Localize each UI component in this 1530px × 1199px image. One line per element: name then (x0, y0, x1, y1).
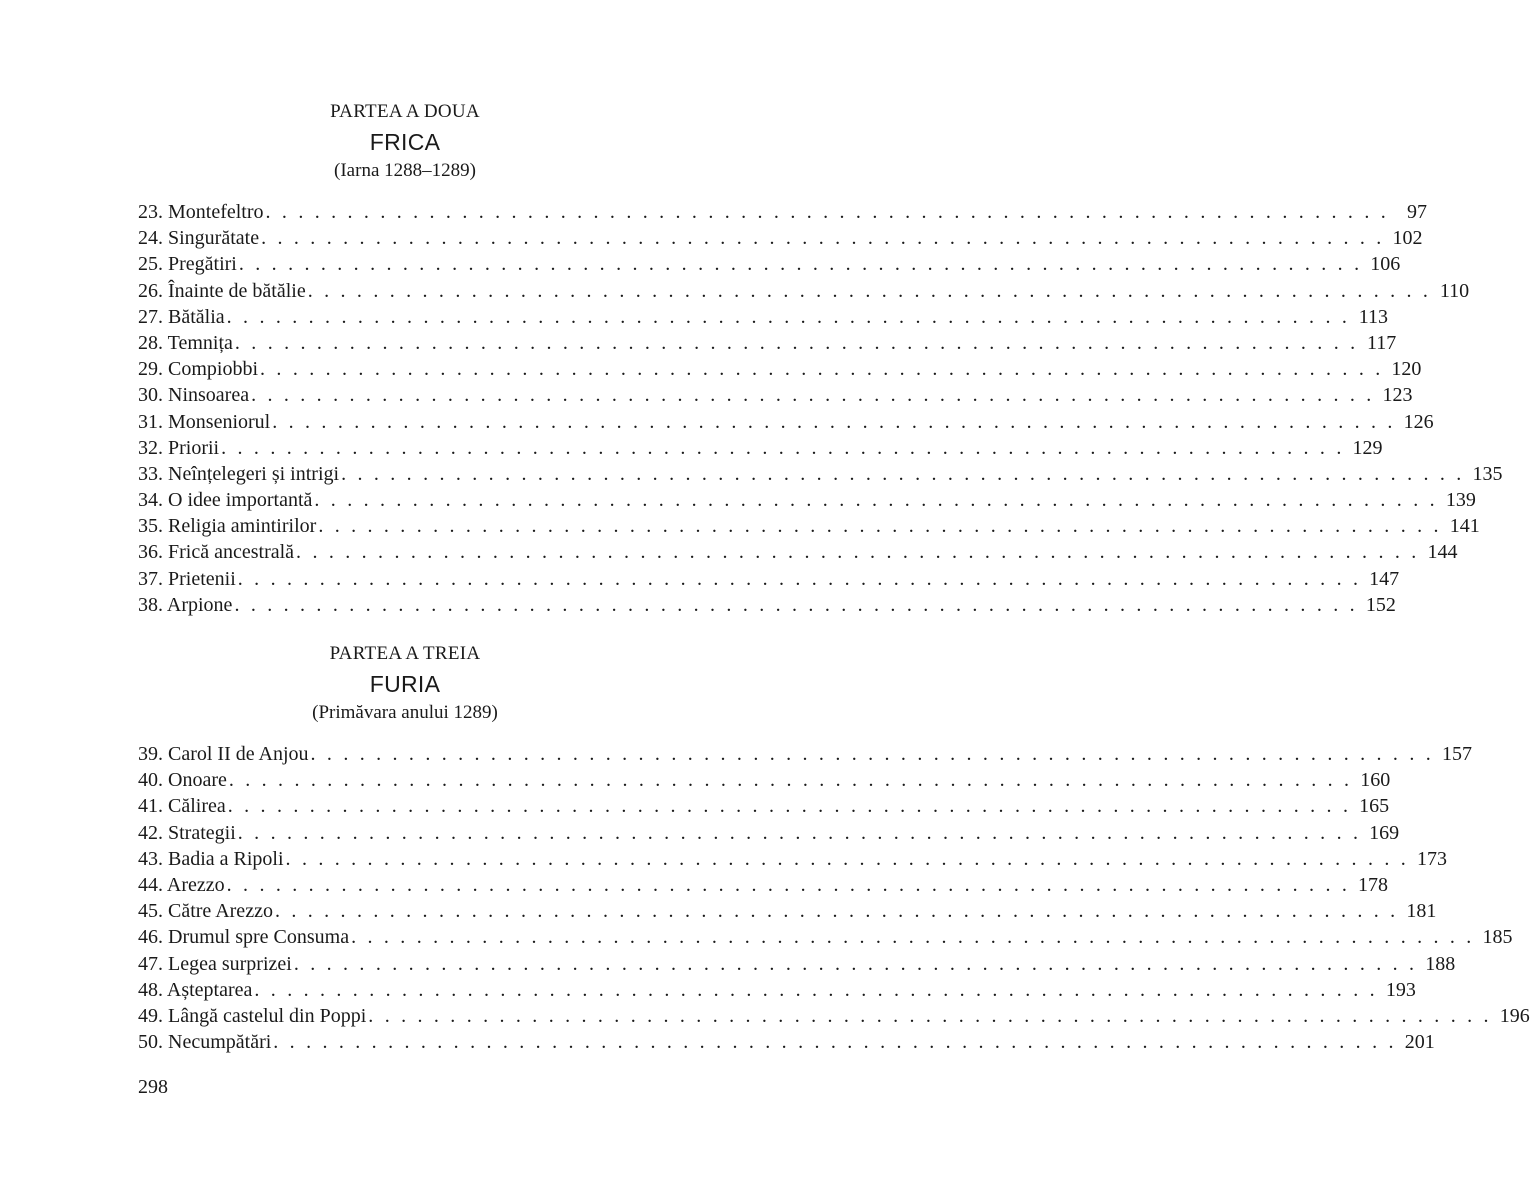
toc-entry-page: 160 (1360, 769, 1391, 792)
toc-entry-page: 102 (1392, 227, 1423, 250)
toc-entry-page: 141 (1449, 515, 1480, 538)
toc-leader-dots: . . . . . . . . . . . . . . . . . . . . . . . . . . . . . . . . . . . . . . . . . . . . . . . . . . . . . . . . . . . . . . . . . . . . . (260, 358, 1384, 381)
part-subtitle: (Iarna 1288–1289) (334, 160, 476, 181)
toc-entry (138, 872, 1389, 898)
part-label: PARTEA A TREIA (329, 643, 481, 664)
toc-leader-dots: . . . . . . . . . . . . . . . . . . . . . . . . . . . . . . . . . . . . . . . . . . . . . . . . . . . . . . . . . . . . . . . . . . . . . (227, 795, 1352, 818)
toc-entry-title: 34. O idee importantă (138, 489, 313, 512)
toc-entry-title: 28. Temnița (138, 331, 233, 354)
toc-leader-dots: . . . . . . . . . . . . . . . . . . . . . . . . . . . . . . . . . . . . . . . . . . . . . . . . . . . . . . . . . . . . . . . . . . . . . (293, 952, 1418, 975)
toc-entry-title: 40. Onoare (138, 769, 227, 792)
toc-entry (138, 539, 1458, 565)
toc-leader-dots: . . . . . . . . . . . . . . . . . . . . . . . . . . . . . . . . . . . . . . . . . . . . . . . . . . . . . . . . . . . . . . . . . . . . . (296, 541, 1420, 564)
toc-entry-page: 147 (1369, 567, 1400, 590)
toc-entry (138, 435, 1383, 461)
toc-entry-title: 41. Călirea (138, 795, 226, 818)
toc-entry (138, 382, 1413, 408)
toc-entry (138, 592, 1396, 618)
toc-leader-dots: . . . . . . . . . . . . . . . . . . . . . . . . . . . . . . . . . . . . . . . . . . . . . . . . . . . . . . . . . . . . . . . . . . . . . (285, 847, 1409, 870)
toc-entry (138, 566, 1400, 592)
toc-entry (138, 304, 1389, 330)
toc-entry-page: 152 (1365, 593, 1396, 616)
toc-entry-page: 201 (1404, 1031, 1435, 1054)
toc-entry (138, 199, 1427, 225)
toc-leader-dots: . . . . . . . . . . . . . . . . . . . . . . . . . . . . . . . . . . . . . . . . . . . . . . . . . . . . . . . . . . . . . . . . . . . . . (307, 279, 1432, 302)
toc-entry (138, 924, 1513, 950)
toc-entry-page: 178 (1358, 873, 1389, 896)
toc-entry (138, 898, 1437, 924)
toc-leader-dots: . . . . . . . . . . . . . . . . . . . . . . . . . . . . . . . . . . . . . . . . . . . . . . . . . . . . . . . . . . . . . . . . . . . . . (226, 873, 1351, 896)
toc-entry-page: 173 (1416, 847, 1447, 870)
toc-entry (138, 409, 1434, 435)
toc-entry-page: 97 (1406, 201, 1427, 223)
toc-leader-dots: . . . . . . . . . . . . . . . . . . . . . . . . . . . . . . . . . . . . . . . . . . . . . . . . . . . . . . . . . . . . . . . . . . . . . (251, 384, 1375, 407)
toc-leader-dots: . . . . . . . . . . . . . . . . . . . . . . . . . . . . . . . . . . . . . . . . . . . . . . . . . . . . . . . . . . . . . . . . . . . . . (234, 331, 1359, 354)
part-title: FRICA (369, 129, 441, 155)
toc-entry-page: 126 (1403, 410, 1434, 433)
toc-entry-title: 47. Legea surprizei (138, 952, 292, 975)
toc-leader-dots: . . . . . . . . . . . . . . . . . . . . . . . . . . . . . . . . . . . . . . . . . . . . . . . . . . . . . . . . . . . . . . . . . . . . . (261, 227, 1385, 250)
toc-entry (138, 251, 1401, 277)
toc-entry-page: 193 (1385, 978, 1416, 1001)
toc-entry-page: 157 (1441, 743, 1472, 765)
toc-entry (138, 1029, 1435, 1055)
toc-entry-page: 135 (1472, 462, 1503, 485)
toc-leader-dots: . . . . . . . . . . . . . . . . . . . . . . . . . . . . . . . . . . . . . . . . . . . . . . . . . . . . . . . . . . . . . . . . . . . . . (351, 926, 1475, 949)
toc-leader-dots: . . . . . . . . . . . . . . . . . . . . . . . . . . . . . . . . . . . . . . . . . . . . . . . . . . . . . . . . . . . . . . . . . . . . . (318, 515, 1442, 538)
toc-entry-page: 188 (1425, 952, 1456, 975)
toc-leader-dots: . . . . . . . . . . . . . . . . . . . . . . . . . . . . . . . . . . . . . . . . . . . . . . . . . . . . . . . . . . . . . . . . . . . . . (310, 743, 1434, 765)
toc-leader-dots: . . . . . . . . . . . . . . . . . . . . . . . . . . . . . . . . . . . . . . . . . . . . . . . . . . . . . . . . . . . . . . . . . . . . . (221, 436, 1345, 459)
toc-leader-dots: . . . . . . . . . . . . . . . . . . . . . . . . . . . . . . . . . . . . . . . . . . . . . . . . . . . . . . . . . . . . . . . . . . . . . (238, 253, 1363, 276)
toc-leader-dots: . . . . . . . . . . . . . . . . . . . . . . . . . . . . . . . . . . . . . . . . . . . . . . . . . . . . . . . . . . . . . . . . . . . . . (234, 593, 1358, 616)
part-two-section (138, 101, 1503, 618)
toc-entry (138, 767, 1391, 793)
toc-entry-title: 45. Către Arezzo (138, 900, 273, 923)
toc-entry (138, 951, 1456, 977)
toc-leader-dots: . . . . . . . . . . . . . . . . . . . . . . . . . . . . . . . . . . . . . . . . . . . . . . . . . . . . . . . . . . . . . . . . . . . . . (341, 462, 1465, 485)
toc-leader-dots: . . . . . . . . . . . . . . . . . . . . . . . . . . . . . . . . . . . . . . . . . . . . . . . . . . . . . . . . . . . . . . . . . . . . . (237, 821, 1362, 844)
toc-leader-dots: . . . . . . . . . . . . . . . . . . . . . . . . . . . . . . . . . . . . . . . . . . . . . . . . . . . . . . . . . . . . . . . . . . . . . (228, 769, 1353, 792)
part-title: FURIA (369, 671, 441, 697)
toc-entry (138, 461, 1503, 487)
toc-entry-page: 117 (1367, 331, 1397, 354)
toc-leader-dots: . . . . . . . . . . . . . . . . . . . . . . . . . . . . . . . . . . . . . . . . . . . . . . . . . . . . . . . . . . . . . . . . . . . . . (237, 567, 1362, 590)
toc-entry-page: 120 (1391, 358, 1422, 381)
toc-entry (138, 820, 1400, 846)
toc-list (138, 741, 1530, 1055)
toc-entry-page: 181 (1406, 900, 1437, 923)
toc-entry-title: 31. Monseniorul (138, 410, 271, 433)
toc-entry-title: 39. Carol II de Anjou (138, 743, 309, 765)
toc-entry-title: 24. Singurătate (138, 227, 260, 250)
toc-leader-dots: . . . . . . . . . . . . . . . . . . . . . . . . . . . . . . . . . . . . . . . . . . . . . . . . . . . . . . . . . . . . . . . . . . . . . (368, 1004, 1492, 1027)
toc-entry-title: 25. Pregătiri (138, 253, 237, 276)
toc-entry-title: 26. Înainte de bătălie (138, 279, 306, 302)
toc-entry-page: 144 (1427, 541, 1458, 564)
toc-leader-dots: . . . . . . . . . . . . . . . . . . . . . . . . . . . . . . . . . . . . . . . . . . . . . . . . . . . . . . . . . . . . . . . . . . . . . (226, 305, 1351, 328)
toc-entry-page: 129 (1352, 436, 1383, 459)
toc-entry (138, 977, 1416, 1003)
toc-entry-title: 23. Montefeltro (138, 201, 264, 223)
toc-entry-title: 32. Priorii (138, 436, 220, 459)
toc-entry (138, 278, 1470, 304)
toc-entry (138, 513, 1480, 539)
toc-entry-title: 50. Necumpătări (138, 1031, 272, 1054)
toc-entry-page: 139 (1445, 489, 1476, 512)
page-number: 298 (138, 1076, 168, 1098)
toc-entry (138, 487, 1476, 513)
toc-entry-title: 29. Compiobbi (138, 358, 259, 381)
toc-entry-title: 43. Badia a Ripoli (138, 847, 284, 870)
toc-entry-title: 37. Prietenii (138, 567, 236, 590)
toc-entry-page: 123 (1382, 384, 1413, 407)
toc-entry-title: 38. Arpione (138, 593, 233, 616)
toc-entry-page: 196 (1499, 1004, 1530, 1027)
toc-entry-page: 113 (1358, 305, 1389, 328)
toc-list (138, 199, 1503, 618)
toc-entry (138, 846, 1447, 872)
toc-entry-title: 44. Arezzo (138, 873, 225, 896)
toc-entry (138, 1003, 1530, 1029)
toc-entry (138, 793, 1390, 819)
toc-entry-page: 106 (1370, 253, 1401, 276)
toc-entry-title: 42. Strategii (138, 821, 236, 844)
toc-entry-title: 33. Neînțelegeri și intrigi (138, 462, 340, 485)
toc-entry-title: 36. Frică ancestrală (138, 541, 295, 564)
part-three-section (138, 643, 1530, 1055)
toc-leader-dots: . . . . . . . . . . . . . . . . . . . . . . . . . . . . . . . . . . . . . . . . . . . . . . . . . . . . . . . . . . . . . . . . . . . . . (265, 201, 1389, 223)
toc-entry (138, 330, 1397, 356)
part-subtitle: (Primăvara anului 1289) (312, 702, 498, 723)
toc-entry (138, 356, 1422, 382)
toc-entry-page: 185 (1482, 926, 1513, 949)
toc-entry-page: 110 (1439, 279, 1470, 302)
toc-leader-dots: . . . . . . . . . . . . . . . . . . . . . . . . . . . . . . . . . . . . . . . . . . . . . . . . . . . . . . . . . . . . . . . . . . . . . (274, 900, 1399, 923)
toc-entry-page: 165 (1359, 795, 1390, 818)
toc-entry (138, 741, 1472, 767)
toc-entry-title: 30. Ninsoarea (138, 384, 250, 407)
toc-entry (138, 225, 1423, 251)
toc-leader-dots: . . . . . . . . . . . . . . . . . . . . . . . . . . . . . . . . . . . . . . . . . . . . . . . . . . . . . . . . . . . . . . . . . . . . . (314, 489, 1438, 512)
toc-leader-dots: . . . . . . . . . . . . . . . . . . . . . . . . . . . . . . . . . . . . . . . . . . . . . . . . . . . . . . . . . . . . . . . . . . . . . (272, 410, 1396, 433)
toc-leader-dots: . . . . . . . . . . . . . . . . . . . . . . . . . . . . . . . . . . . . . . . . . . . . . . . . . . . . . . . . . . . . . . . . . . . . . (254, 978, 1378, 1001)
toc-entry-title: 48. Așteptarea (138, 978, 253, 1001)
toc-entry-title: 35. Religia amintirilor (138, 515, 317, 538)
toc-entry-title: 46. Drumul spre Consuma (138, 926, 350, 949)
toc-entry-title: 27. Bătălia (138, 305, 225, 328)
toc-entry-title: 49. Lângă castelul din Poppi (138, 1004, 367, 1027)
part-label: PARTEA A DOUA (330, 101, 480, 122)
toc-leader-dots: . . . . . . . . . . . . . . . . . . . . . . . . . . . . . . . . . . . . . . . . . . . . . . . . . . . . . . . . . . . . . . . . . . . . . (273, 1031, 1397, 1054)
toc-entry-page: 169 (1369, 821, 1400, 844)
